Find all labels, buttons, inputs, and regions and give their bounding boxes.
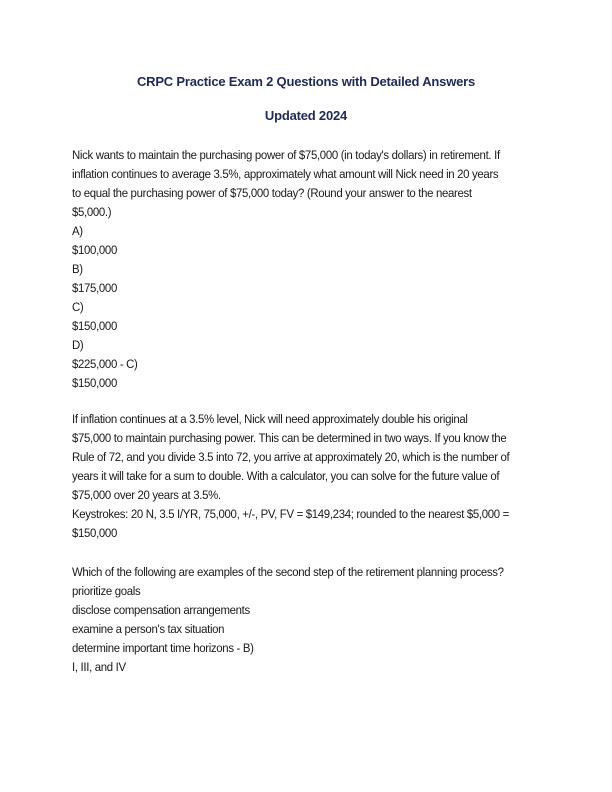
option-d-value: $225,000 - C) bbox=[72, 357, 138, 371]
question-1-line: $5,000.) bbox=[72, 205, 112, 219]
question-1-line: Nick wants to maintain the purchasing power of $75,000 (in today's dollars) in retirement. If bbox=[72, 148, 500, 162]
question-1-line: inflation continues to average 3.5%, approximately what amount will Nick need in 20 years bbox=[72, 167, 499, 181]
question-2 bbox=[72, 563, 504, 677]
option-a-label: A) bbox=[72, 224, 83, 238]
question-2-item: disclose compensation arrangements bbox=[72, 603, 250, 617]
explanation-line: $75,000 over 20 years at 3.5%. bbox=[72, 488, 221, 502]
question-2-text: Which of the following are examples of the second step of the retirement planning process? bbox=[72, 565, 504, 579]
document-subtitle: Updated 2024 bbox=[264, 108, 348, 123]
option-b-value: $175,000 bbox=[72, 281, 117, 295]
explanation-line: years it will take for a sum to double. With a calculator, you can solve for the future value of bbox=[72, 469, 500, 483]
option-d-label: D) bbox=[72, 338, 84, 352]
question-1 bbox=[72, 146, 504, 393]
question-2-item: determine important time horizons - B) bbox=[72, 641, 254, 655]
question-1-answer: $150,000 bbox=[72, 376, 117, 390]
explanation-1 bbox=[72, 410, 510, 543]
explanation-line: Keystrokes: 20 N, 3.5 I/YR, 75,000, +/-, PV, FV = $149,234; rounded to the nearest $5,000 = bbox=[72, 507, 510, 521]
option-c-label: C) bbox=[72, 300, 84, 314]
question-2-item: examine a person's tax situation bbox=[72, 622, 225, 636]
document-title: CRPC Practice Exam 2 Questions with Detailed Answers bbox=[136, 74, 476, 89]
explanation-line: Rule of 72, and you divide 3.5 into 72, you arrive at approximately 20, which is the number of bbox=[72, 450, 510, 464]
question-2-answer: I, III, and IV bbox=[72, 660, 126, 674]
question-2-item: prioritize goals bbox=[72, 584, 141, 598]
question-1-line: to equal the purchasing power of $75,000 today? (Round your answer to the nearest bbox=[72, 186, 472, 200]
explanation-line: $75,000 to maintain purchasing power. This can be determined in two ways. If you know the bbox=[72, 431, 507, 445]
explanation-line: $150,000 bbox=[72, 526, 117, 540]
option-b-label: B) bbox=[72, 262, 83, 276]
explanation-line: If inflation continues at a 3.5% level, Nick will need approximately double his original bbox=[72, 412, 468, 426]
option-c-value: $150,000 bbox=[72, 319, 117, 333]
option-a-value: $100,000 bbox=[72, 243, 117, 257]
